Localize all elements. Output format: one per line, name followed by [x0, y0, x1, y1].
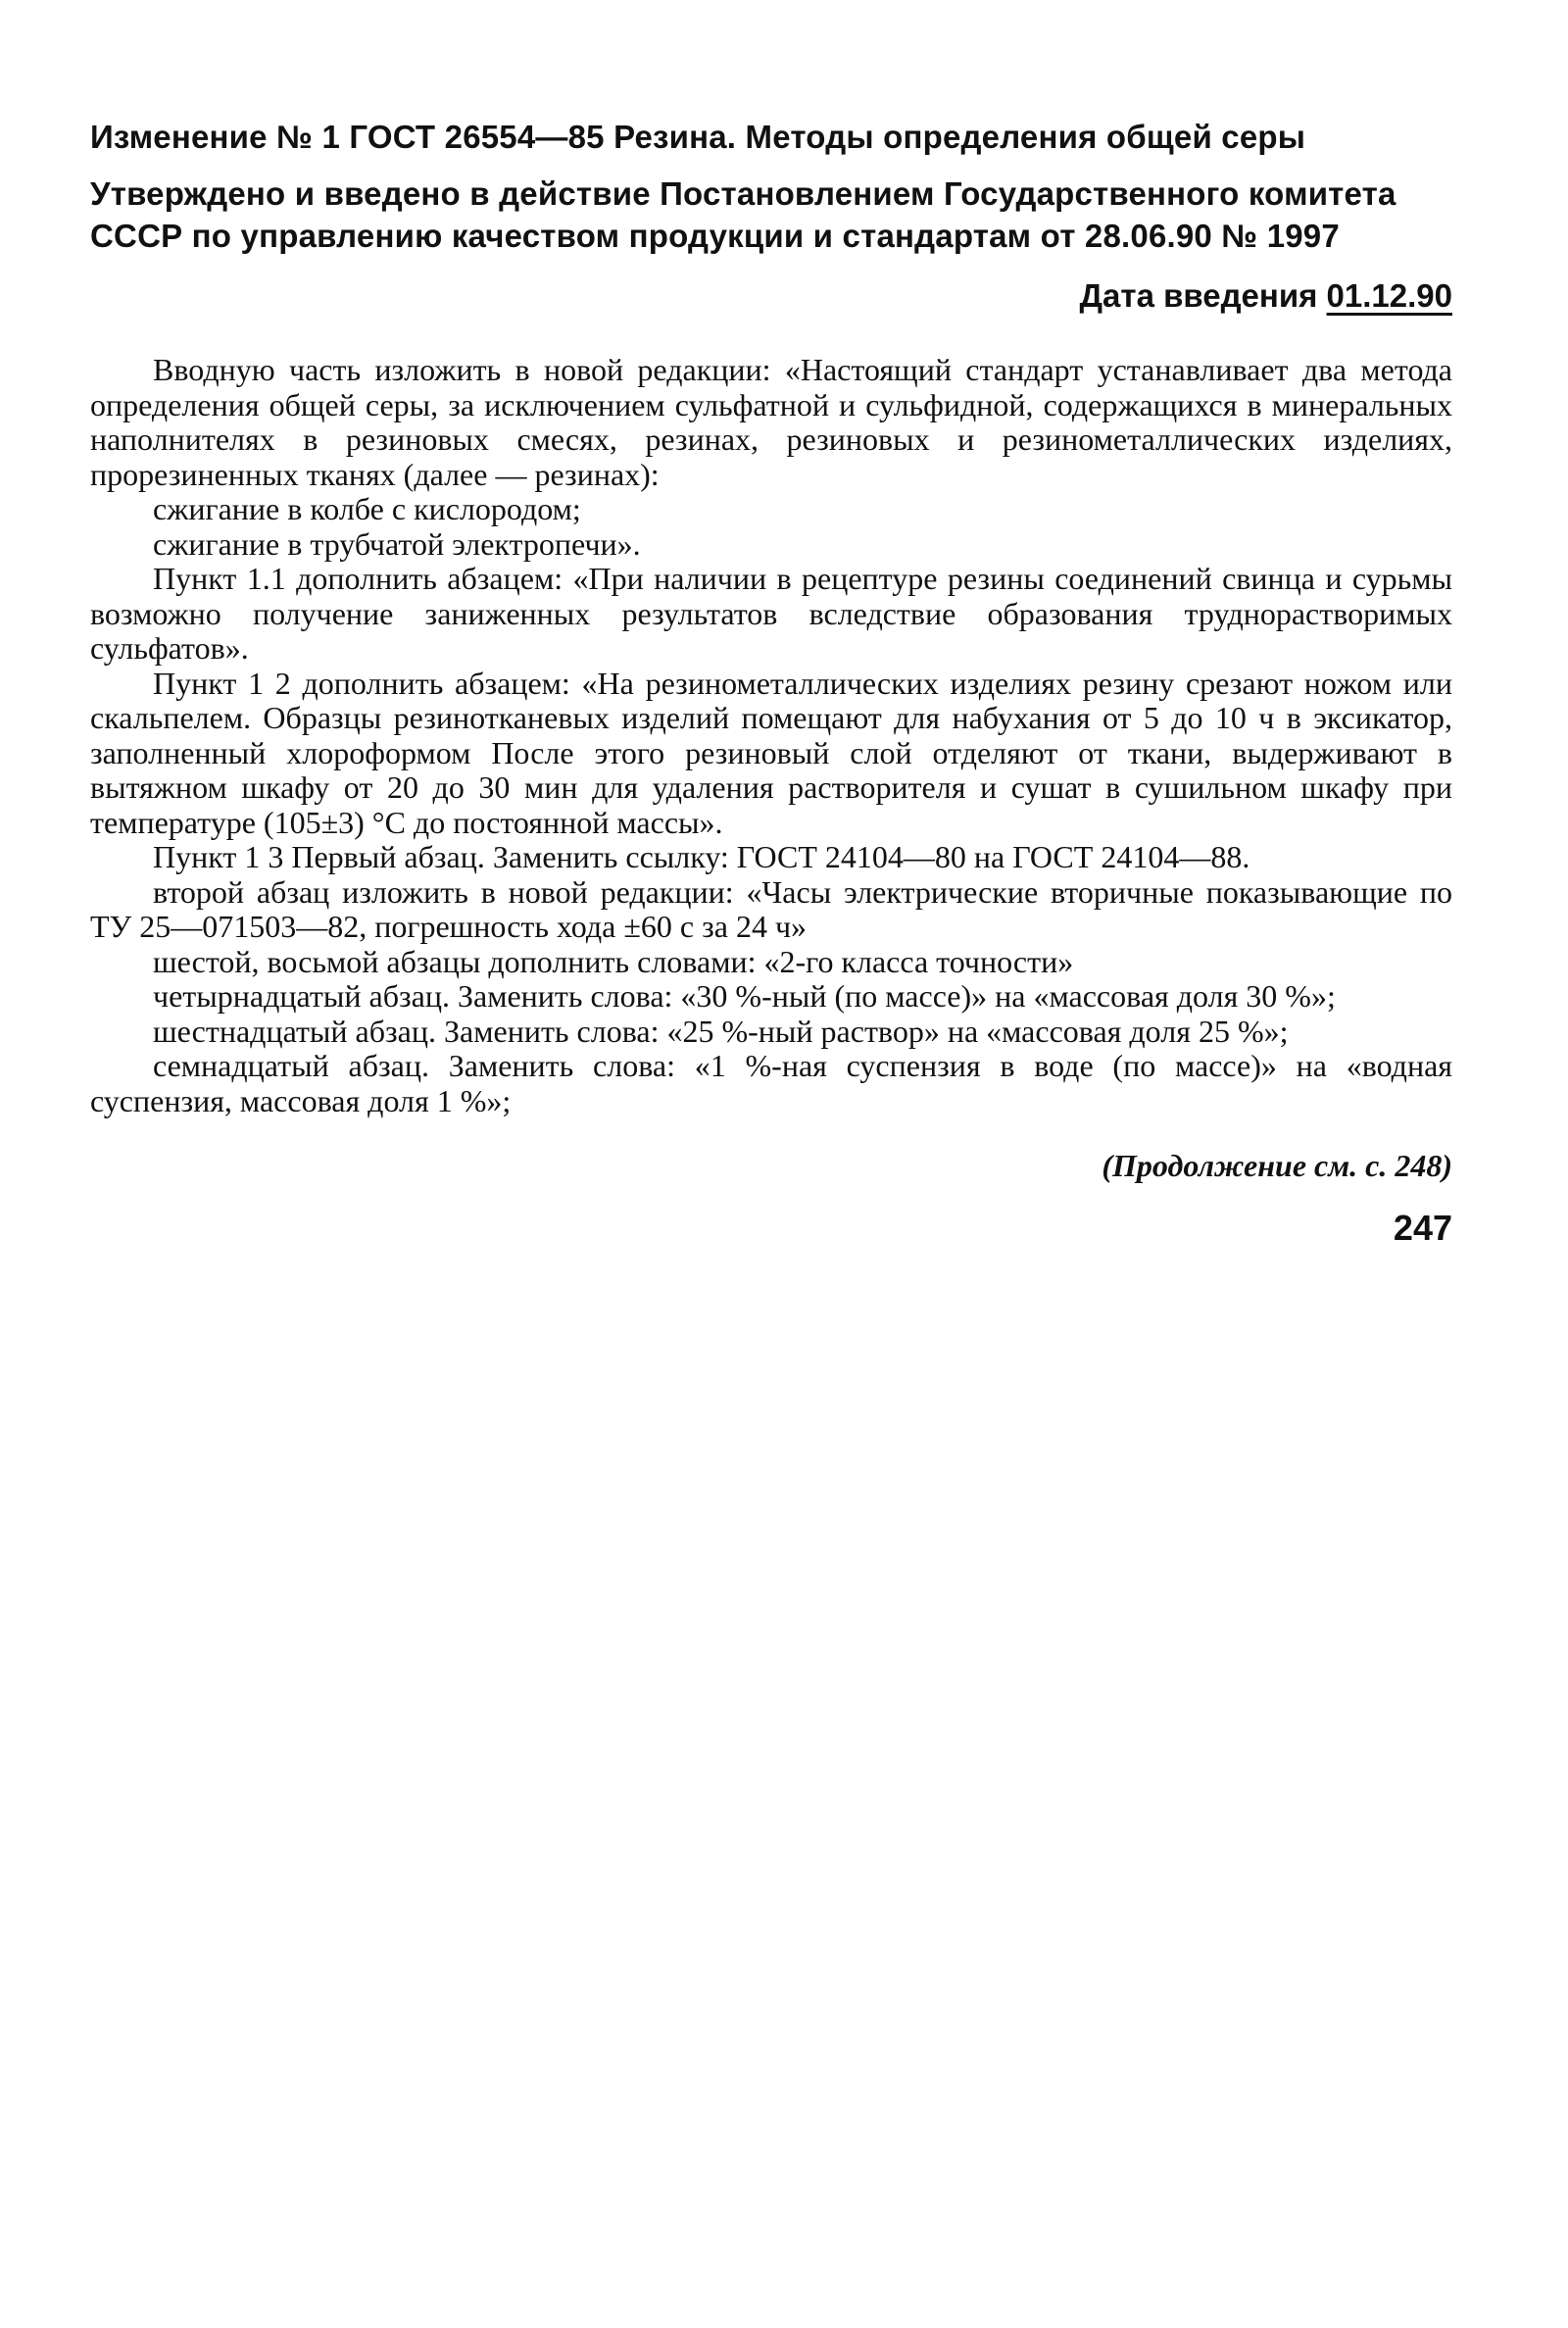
document-title: Изменение № 1 ГОСТ 26554—85 Резина. Методы определения общей серы — [90, 119, 1306, 155]
paragraph-sixth-eighth: шестой, восьмой абзацы дополнить словами: «2-го класса точности» — [153, 943, 1074, 979]
paragraph-method-2: сжигание в трубчатой электропечи». — [153, 525, 641, 562]
paragraph-sixteenth: шестнадцатый абзац. Заменить слова: «25 %-ный раствор» на «массовая доля 25 %»; — [153, 1013, 1289, 1049]
paragraph-seventeenth: семнадцатый абзац. Заменить слова: «1 %-ная суспензия в воде (по массе)» на «водная суспензия, массовая доля 1 %»; — [90, 1048, 1452, 1118]
effective-date-label: Дата введения — [1079, 277, 1327, 314]
effective-date-value: 01.12.90 — [1326, 277, 1452, 314]
paragraph-method-1: сжигание в колбе с кислородом; — [153, 491, 581, 526]
paragraph-item-1-2: Пункт 1 2 дополнить абзацем: «На резинометаллических изделиях резину срезают ножом или скальпелем. Образцы резинотканевых изделий помещают для набухания от 5 до 10 ч в эксикатор, заполненный хлороформом После этого резиновый слой отделяют от ткани, выдерживают в вытяжном шкафу от 20 до 30 мин для удаления растворителя и сушат в сушильном шкафу при температуре (105±3) °С до постоянной массы». — [90, 665, 1452, 840]
page-number: 247 — [1393, 1208, 1452, 1248]
paragraph-fourteenth: четырнадцатый абзац. Заменить слова: «30 %-ный (по массе)» на «массовая доля 30 %»; — [153, 978, 1336, 1014]
paragraph-item-1-1: Пункт 1.1 дополнить абзацем: «При наличии в рецептуре резины соединений свинца и сурьмы возможно получение заниженных результатов вследствие образования труднорастворимых сульфатов». — [90, 561, 1452, 666]
approval-statement: Утверждено и введено в действие Постановлением Государственного комитета СССР по управлению качеством продукции и стандартам от 28.06.90 № 1997 — [90, 175, 1396, 254]
document-page — [90, 116, 1452, 1250]
paragraph-item-1-3: Пункт 1 3 Первый абзац. Заменить ссылку: ГОСТ 24104—80 на ГОСТ 24104—88. — [153, 839, 1250, 874]
paragraph-second-abzac: второй абзац изложить в новой редакции: «Часы электрические вторичные показывающие по ТУ 25—071503—82, погрешность хода ±60 с за 24 ч» — [90, 873, 1452, 944]
paragraph-intro: Вводную часть изложить в новой редакции: «Настоящий стандарт устанавливает два метода определения общей серы, за исключением сульфатной и сульфидной, содержащихся в минеральных наполнителях в резиновых смесях, резинах, резиновых и резинометаллических изделиях, прорезиненных тканях (далее — резинах): — [90, 352, 1452, 492]
continuation-note: (Продолжение см. с. 248) — [1102, 1148, 1452, 1183]
effective-date — [90, 274, 1452, 318]
document-body — [90, 353, 1452, 1118]
